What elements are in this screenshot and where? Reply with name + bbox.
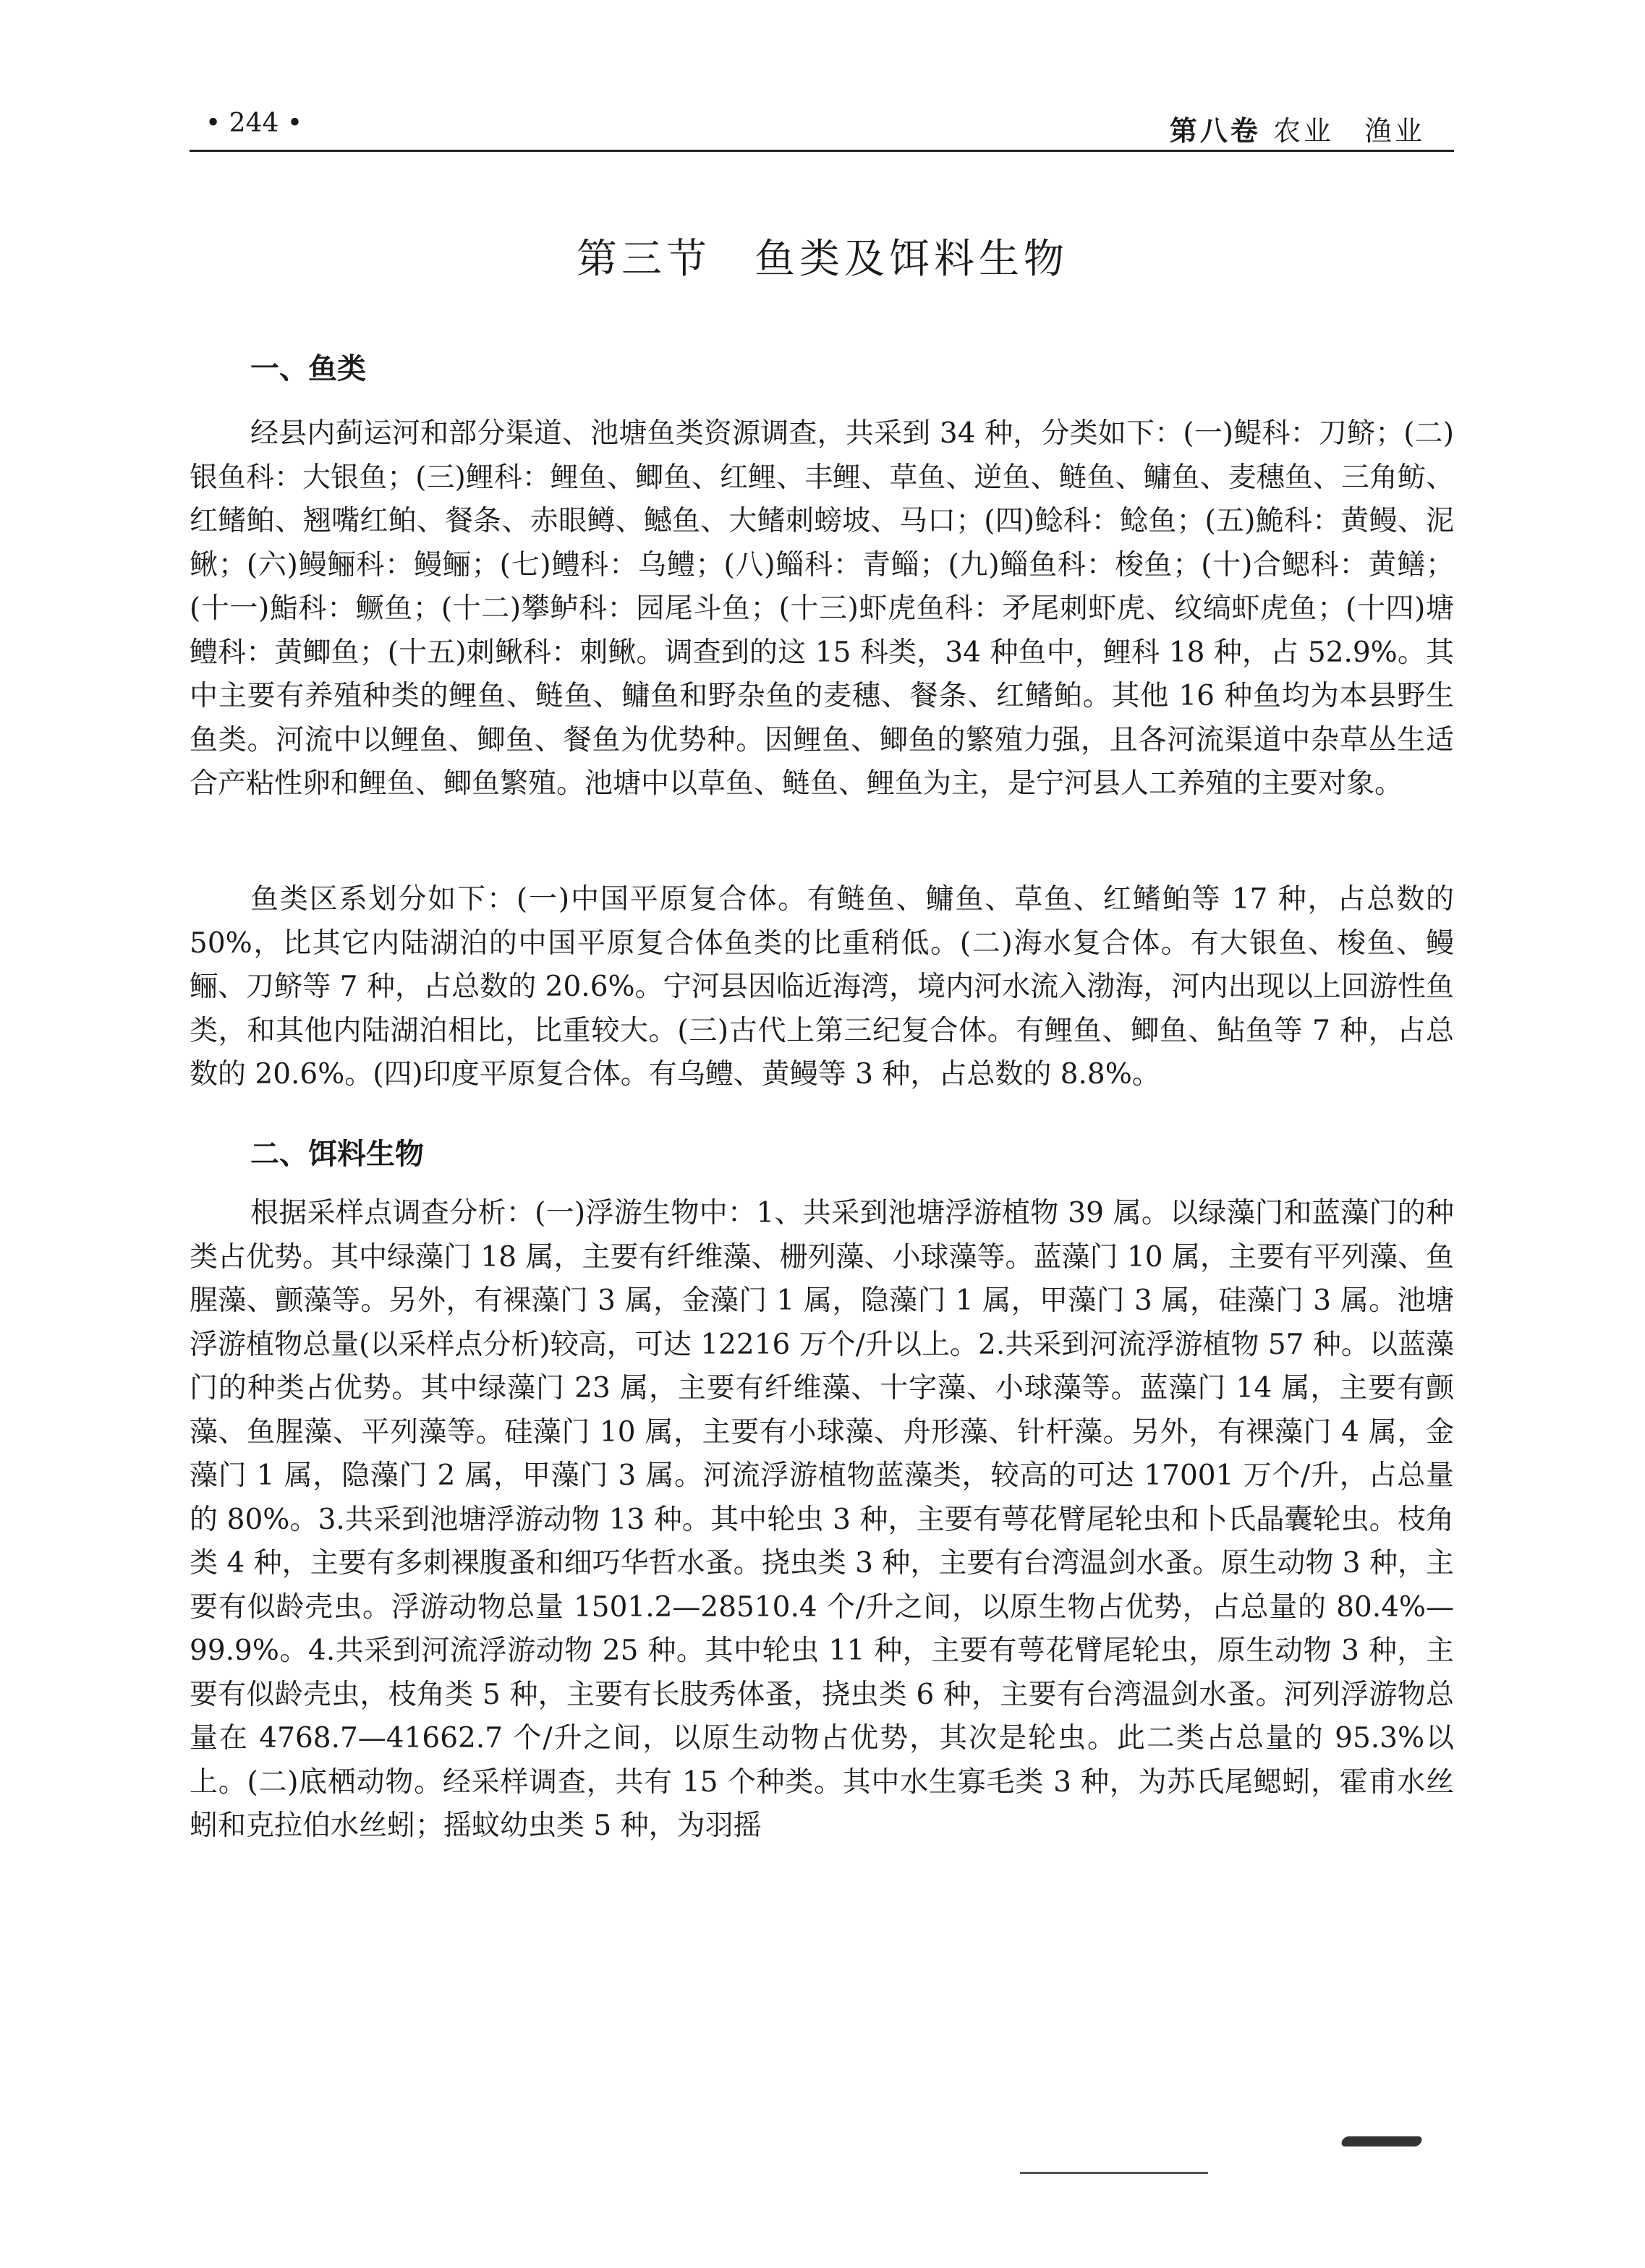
subject-label: 农业 渔业 [1272, 115, 1425, 147]
volume-label: 第八卷 [1169, 115, 1261, 147]
running-title [1170, 108, 1425, 148]
fish-paragraph-1: 经县内蓟运河和部分渠道、池塘鱼类资源调查，共采到 34 种，分类如下：(一)鳀科：刀鲚；(二)银鱼科：大银鱼；(三)鲤科：鲤鱼、鲫鱼、红鲤、丰鲤、草鱼、逆鱼、鲢鱼、鳙鱼、麦穗鱼、三角鲂、红鳍鲌、翘嘴红鲌、餐条、赤眼鳟、鳡鱼、大鳍刺螃坡、马口；(四)鲶科：鲶鱼；(五)鮠科：黄鳗、泥鳅；(六)鳗鲡科：鳗鲡；(七)鳢科：乌鳢；(八)鲻科：青鲻；(九)鲻鱼科：梭鱼；(十)合鳃科：黄鳝；(十一)鮨科：鳜鱼；(十二)攀鲈科：园尾斗鱼；(十三)虾虎鱼科：矛尾刺虾虎、纹缟虾虎鱼；(十四)塘鳢科：黄鲫鱼；(十五)刺鳅科：刺鳅。调查到的这 15 科类，34 种鱼中，鲤科 18 种，占 52.9%。其中主要有养殖种类的鲤鱼、鲢鱼、鳙鱼和野杂鱼的麦穗、餐条、红鳍鲌。其他 16 种鱼均为本县野生鱼类。河流中以鲤鱼、鲫鱼、餐鱼为优势种。因鲤鱼、鲫鱼的繁殖力强，且各河流渠道中杂草丛生适合产粘性卵和鲤鱼、鲫鱼繁殖。池塘中以草鱼、鲢鱼、鲤鱼为主，是宁河县人工养殖的主要对象。 [190, 417, 1454, 800]
section-title [0, 227, 1645, 285]
section-number: 第三节 [577, 236, 711, 283]
page-header [190, 108, 1454, 152]
feed-heading: 二、饵料生物 [250, 1138, 424, 1171]
fish-heading: 一、鱼类 [250, 352, 366, 385]
section-name: 鱼类及饵料生物 [755, 236, 1068, 283]
header-rule [190, 150, 1454, 152]
scan-smudge [1340, 2136, 1423, 2146]
fish-paragraph-2: 鱼类区系划分如下：(一)中国平原复合体。有鲢鱼、鳙鱼、草鱼、红鳍鲌等 17 种，占总数的 50%，比其它内陆湖泊的中国平原复合体鱼类的比重稍低。(二)海水复合体。有大银鱼、梭鱼、鳗鲡、刀鲚等 7 种，占总数的 20.6%。宁河县因临近海湾，境内河水流入渤海，河内出现以上回游性鱼类，和其他内陆湖泊相比，比重较大。(三)古代上第三纪复合体。有鲤鱼、鲫鱼、鲇鱼等 7 种，占总数的 20.6%。(四)印度平原复合体。有乌鳢、黄鳗等 3 种，占总数的 8.8%。 [190, 883, 1454, 1091]
scan-line [1020, 2172, 1208, 2174]
page-number: • 244 • [205, 108, 303, 138]
feed-paragraph-1: 根据采样点调查分析：(一)浮游生物中：1、共采到池塘浮游植物 39 属。以绿藻门和蓝藻门的种类占优势。其中绿藻门 18 属，主要有纤维藻、栅列藻、小球藻等。蓝藻门 10 属，主要有平列藻、鱼腥藻、颤藻等。另外，有裸藻门 3 属，金藻门 1 属，隐藻门 1 属，甲藻门 3 属，硅藻门 3 属。池塘浮游植物总量(以采样点分析)较高，可达 12216 万个/升以上。2.共采到河流浮游植物 57 种。以蓝藻门的种类占优势。其中绿藻门 23 属，主要有纤维藻、十字藻、小球藻等。蓝藻门 14 属，主要有颤藻、鱼腥藻、平列藻等。硅藻门 10 属，主要有小球藻、舟形藻、针杆藻。另外，有裸藻门 4 属，金藻门 1 属，隐藻门 2 属，甲藻门 3 属。河流浮游植物蓝藻类，较高的可达 17001 万个/升，占总量的 80%。3.共采到池塘浮游动物 13 种。其中轮虫 3 种，主要有萼花臂尾轮虫和卜氏晶囊轮虫。枝角类 4 种，主要有多刺裸腹蚤和细巧华哲水蚤。挠虫类 3 种，主要有台湾温剑水蚤。原生动物 3 种，主要有似龄壳虫。浮游动物总量 1501.2—28510.4 个/升之间，以原生物占优势，占总量的 80.4%—99.9%。4.共采到河流浮游动物 25 种。其中轮虫 11 种，主要有萼花臂尾轮虫，原生动物 3 种，主要有似龄壳虫，枝角类 5 种，主要有长肢秀体蚤，挠虫类 6 种，主要有台湾温剑水蚤。河列浮游物总量在 4768.7—41662.7 个/升之间，以原生动物占优势，其次是轮虫。此二类占总量的 95.3%以上。(二)底栖动物。经采样调查，共有 15 个种类。其中水生寡毛类 3 种，为苏氏尾鳃蚓，霍甫水丝蚓和克拉伯水丝蚓；摇蚊幼虫类 5 种，为羽摇 [190, 1197, 1454, 1842]
